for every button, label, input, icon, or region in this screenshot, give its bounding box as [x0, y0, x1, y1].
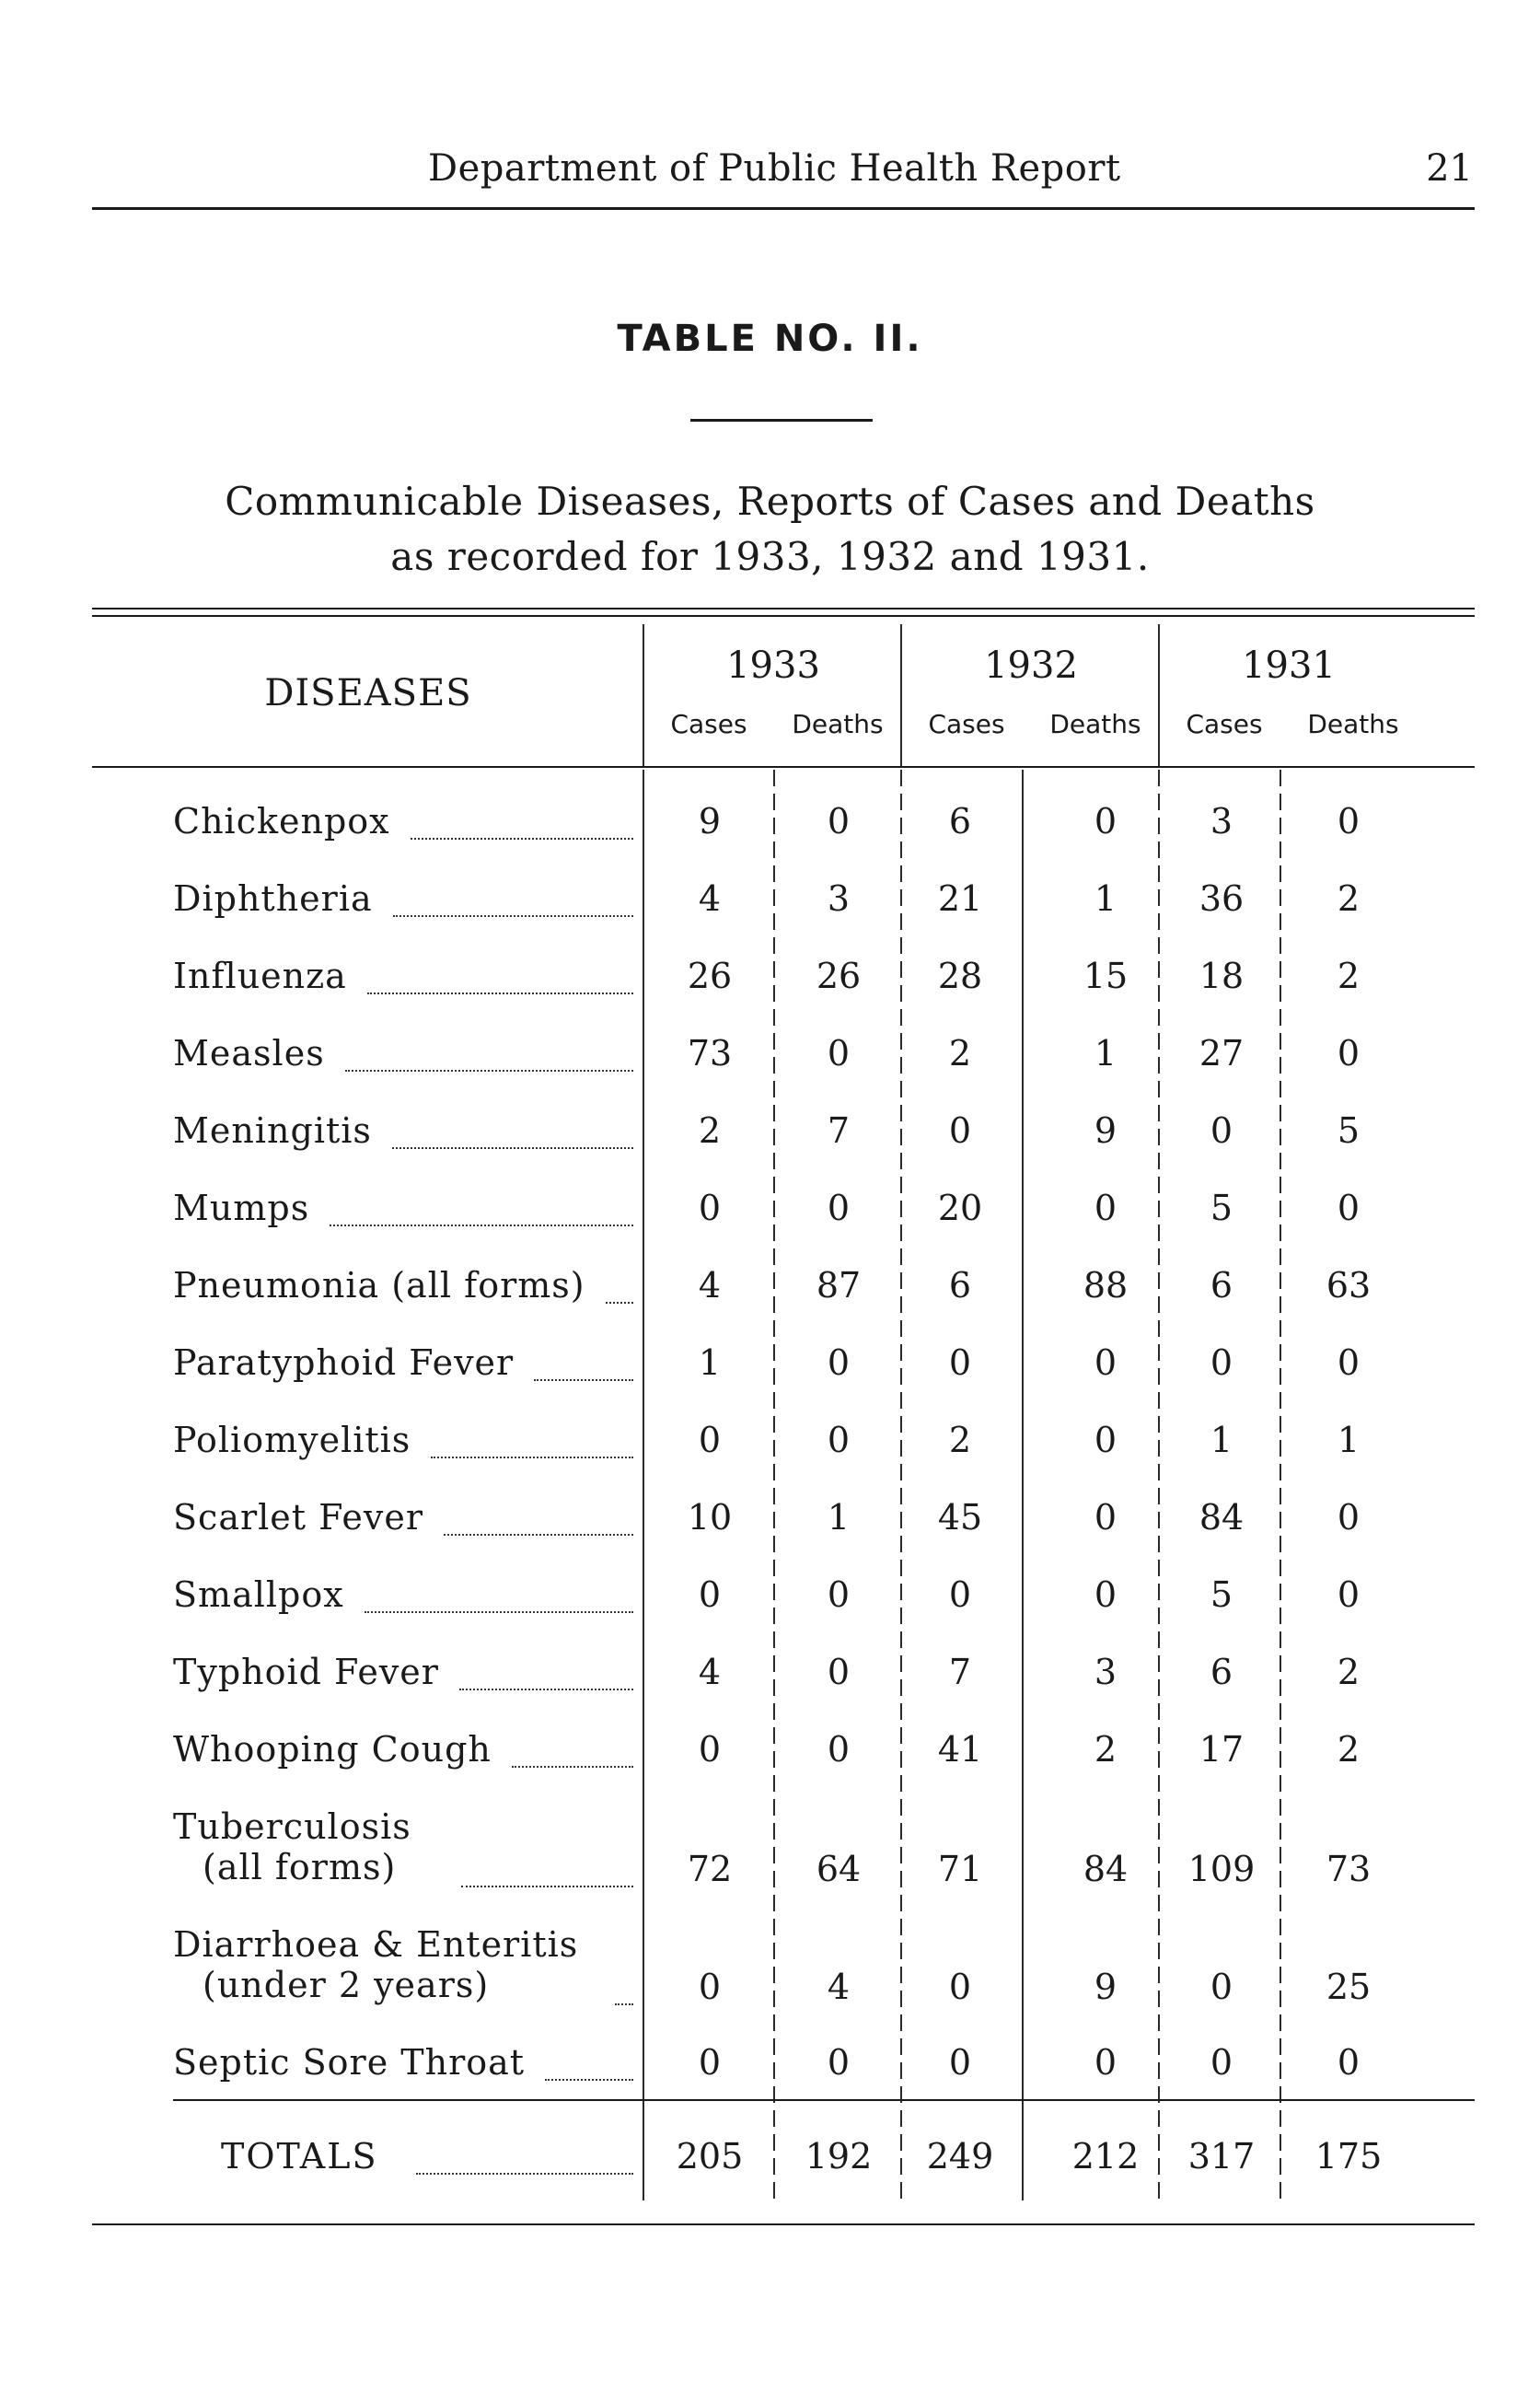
- deaths-header-1932: Deaths: [1049, 709, 1141, 739]
- cell-value: 0: [948, 1342, 972, 1383]
- table-row: [92, 1924, 1475, 2042]
- page-number: 21: [1426, 147, 1473, 190]
- cell-value: 0: [1210, 1967, 1233, 2007]
- cell-value: 4: [698, 1265, 722, 1306]
- cell-value: 1: [1337, 1420, 1361, 1460]
- cell-value: 71: [937, 1849, 983, 1889]
- cell-value: 1: [1210, 1420, 1233, 1460]
- cell-value: 0: [1094, 1188, 1117, 1228]
- cell-value: 3: [827, 878, 851, 919]
- cell-value: 7: [948, 1652, 972, 1692]
- cell-value: 0: [1094, 1420, 1117, 1460]
- disease-name: [173, 1574, 344, 1615]
- cell-value: 0: [948, 1574, 972, 1615]
- cell-value: 0: [1210, 1110, 1233, 1151]
- cell-value: 26: [816, 956, 862, 996]
- disease-name: [173, 1652, 439, 1692]
- cell-value: 2: [1337, 878, 1361, 919]
- disease-name-line: Paratyphoid Fever: [173, 1342, 515, 1383]
- cell-value: 1: [698, 1342, 722, 1383]
- table-row: [92, 1806, 1475, 1924]
- cell-value: 109: [1187, 1849, 1256, 1889]
- dot-leader: [393, 915, 633, 917]
- cell-value: 9: [1094, 1967, 1117, 2007]
- table-row: [92, 1265, 1475, 1342]
- cell-value: 0: [698, 1574, 722, 1615]
- cell-value: 0: [1337, 2042, 1361, 2083]
- disease-name-line: Influenza: [173, 956, 347, 996]
- dot-leader: [444, 1534, 633, 1536]
- header-divider: [900, 624, 902, 766]
- cell-value: 0: [827, 1420, 851, 1460]
- cell-value: 0: [1337, 1342, 1361, 1383]
- cell-value: 17: [1198, 1729, 1245, 1770]
- cell-value: 6: [1210, 1265, 1233, 1306]
- table-row: [92, 956, 1475, 1033]
- disease-name-line: Smallpox: [173, 1574, 344, 1615]
- cell-value: 63: [1326, 1265, 1372, 1306]
- dot-leader: [461, 1886, 633, 1887]
- header-divider: [643, 624, 644, 766]
- cell-value: 3: [1210, 801, 1233, 842]
- dot-leader: [330, 1225, 633, 1226]
- deaths-header-1933: Deaths: [792, 709, 884, 739]
- cell-value: 0: [948, 1110, 972, 1151]
- disease-name: [173, 1342, 514, 1383]
- dot-leader: [459, 1689, 633, 1690]
- cell-value: 1: [827, 1497, 851, 1538]
- cell-value: 0: [948, 2042, 972, 2083]
- diseases-header: DISEASES: [264, 672, 472, 714]
- disease-name-line: Scarlet Fever: [173, 1497, 424, 1538]
- cell-value: 84: [1198, 1497, 1245, 1538]
- disease-name: [173, 1110, 372, 1151]
- cell-value: 7: [827, 1110, 851, 1151]
- cell-value: 45: [937, 1497, 983, 1538]
- table-top-rule-2: [92, 615, 1475, 617]
- cell-value: 5: [1210, 1188, 1233, 1228]
- table-row: [92, 801, 1475, 878]
- cell-value: 10: [687, 1497, 733, 1538]
- cell-value: 0: [1337, 1188, 1361, 1228]
- running-title: Department of Public Health Report: [428, 147, 1121, 190]
- cell-value: 0: [698, 1967, 722, 2007]
- cell-value: 0: [1094, 801, 1117, 842]
- cell-value: 2: [1337, 1652, 1361, 1692]
- cell-value: 26: [687, 956, 733, 996]
- total-value: 175: [1314, 2136, 1383, 2177]
- header-rule: [92, 207, 1475, 210]
- cell-value: 1: [1094, 878, 1117, 919]
- cell-value: 84: [1083, 1849, 1129, 1889]
- cell-value: 0: [827, 1729, 851, 1770]
- cell-value: 2: [948, 1420, 972, 1460]
- disease-name: [173, 2042, 525, 2083]
- disease-name: [173, 1729, 492, 1770]
- cell-value: 0: [1094, 2042, 1117, 2083]
- cell-value: 3: [1094, 1652, 1117, 1692]
- dot-leader: [345, 1070, 633, 1072]
- dot-leader: [615, 2003, 633, 2005]
- disease-name: [173, 956, 347, 996]
- disease-name-line: Pneumonia (all forms): [173, 1265, 585, 1306]
- dot-leader: [411, 838, 633, 840]
- disease-name-line: Septic Sore Throat: [173, 2042, 526, 2083]
- cell-value: 27: [1198, 1033, 1245, 1074]
- cell-value: 2: [1337, 956, 1361, 996]
- dot-leader: [431, 1457, 633, 1458]
- dot-leader: [365, 1611, 633, 1613]
- cell-value: 6: [1210, 1652, 1233, 1692]
- disease-name-line: Chickenpox: [173, 801, 390, 842]
- dot-leader: [367, 993, 633, 994]
- cell-value: 2: [1094, 1729, 1117, 1770]
- table-top-rule-1: [92, 608, 1475, 609]
- year-header-1932: 1932: [984, 644, 1078, 687]
- cell-value: 64: [816, 1849, 862, 1889]
- header-bottom-rule: [92, 766, 1475, 768]
- cell-value: 5: [1210, 1574, 1233, 1615]
- table-bottom-rule: [92, 2223, 1475, 2225]
- header-divider: [1158, 624, 1160, 766]
- cell-value: 20: [937, 1188, 983, 1228]
- table-row: [92, 1497, 1475, 1574]
- dot-leader: [534, 1379, 633, 1381]
- cell-value: 5: [1337, 1110, 1361, 1151]
- disease-name: [173, 1188, 309, 1228]
- disease-name: [173, 801, 390, 842]
- table-caption: [0, 474, 1540, 585]
- disease-name: [173, 1924, 578, 2005]
- table-row: [92, 1188, 1475, 1265]
- cell-value: 36: [1198, 878, 1245, 919]
- cell-value: 73: [1326, 1849, 1372, 1889]
- disease-name: [173, 1265, 585, 1306]
- year-header-1931: 1931: [1242, 644, 1336, 687]
- table-row: [92, 1420, 1475, 1497]
- cell-value: 0: [948, 1967, 972, 2007]
- cases-header-1932: Cases: [928, 709, 1005, 739]
- caption-line-1: Communicable Diseases, Reports of Cases and Deaths: [225, 479, 1315, 524]
- year-header-1933: 1933: [726, 644, 820, 687]
- caption-line-2: as recorded for 1933, 1932 and 1931.: [390, 534, 1150, 579]
- disease-name: [173, 1420, 411, 1460]
- cell-value: 88: [1083, 1265, 1129, 1306]
- disease-name-line-2: (all forms): [203, 1847, 397, 1887]
- table-row: [92, 1652, 1475, 1729]
- cell-value: 0: [1094, 1497, 1117, 1538]
- cell-value: 0: [827, 801, 851, 842]
- table-row: [92, 1342, 1475, 1420]
- cell-value: 87: [816, 1265, 862, 1306]
- cell-value: 15: [1083, 956, 1129, 996]
- disease-name-line-2: (under 2 years): [203, 1965, 490, 2005]
- dot-leader: [392, 1147, 633, 1149]
- table-row: [92, 1729, 1475, 1806]
- table-row: [92, 1574, 1475, 1652]
- disease-name-line: Tuberculosis: [173, 1806, 411, 1847]
- cell-value: 4: [698, 1652, 722, 1692]
- disease-name: [173, 1497, 423, 1538]
- cell-value: 72: [687, 1849, 733, 1889]
- cell-value: 6: [948, 1265, 972, 1306]
- dot-leader: [512, 1766, 633, 1768]
- cell-value: 0: [1210, 2042, 1233, 2083]
- cell-value: 21: [937, 878, 983, 919]
- cell-value: 25: [1326, 1967, 1372, 2007]
- total-value: 192: [805, 2136, 873, 2177]
- disease-name-line: Measles: [173, 1033, 325, 1074]
- cell-value: 2: [698, 1110, 722, 1151]
- table-row: [92, 2042, 1475, 2119]
- cell-value: 0: [827, 1188, 851, 1228]
- cell-value: 2: [948, 1033, 972, 1074]
- cell-value: 0: [827, 1342, 851, 1383]
- cell-value: 0: [1094, 1574, 1117, 1615]
- title-divider: [690, 419, 873, 422]
- disease-table: [92, 608, 1475, 2237]
- cases-header-1931: Cases: [1186, 709, 1263, 739]
- dot-leader: [545, 2079, 633, 2081]
- table-number: TABLE NO. II.: [617, 318, 923, 360]
- table-row: [92, 1033, 1475, 1110]
- disease-name: [173, 1033, 325, 1074]
- running-header: [92, 147, 1473, 203]
- cell-value: 0: [1337, 1574, 1361, 1615]
- cell-value: 0: [698, 1420, 722, 1460]
- total-value: 249: [926, 2136, 994, 2177]
- table-row: [92, 1110, 1475, 1188]
- cell-value: 0: [1337, 1033, 1361, 1074]
- cell-value: 0: [1337, 1497, 1361, 1538]
- total-value: 205: [676, 2136, 744, 2177]
- totals-label: TOTALS: [221, 2136, 378, 2177]
- cell-value: 41: [937, 1729, 983, 1770]
- disease-name-line: Typhoid Fever: [173, 1652, 439, 1692]
- cell-value: 0: [1210, 1342, 1233, 1383]
- totals-row: [92, 2136, 1475, 2191]
- disease-name-line: Meningitis: [173, 1110, 372, 1151]
- cell-value: 0: [827, 1033, 851, 1074]
- cell-value: 0: [1094, 1342, 1117, 1383]
- disease-name-line: Diarrhoea & Enteritis: [173, 1924, 579, 1965]
- cell-value: 2: [1337, 1729, 1361, 1770]
- dot-leader: [416, 2173, 633, 2175]
- totals-rule: [633, 2099, 1475, 2101]
- deaths-header-1931: Deaths: [1307, 709, 1399, 739]
- dot-leader: [606, 1302, 633, 1304]
- table-row: [92, 878, 1475, 956]
- cell-value: 4: [827, 1967, 851, 2007]
- disease-name-line: Poliomyelitis: [173, 1420, 411, 1460]
- cell-value: 18: [1198, 956, 1245, 996]
- cell-value: 0: [1337, 801, 1361, 842]
- cell-value: 0: [698, 2042, 722, 2083]
- cell-value: 28: [937, 956, 983, 996]
- disease-name: [173, 1806, 411, 1887]
- disease-name-line: Mumps: [173, 1188, 310, 1228]
- total-value: 317: [1187, 2136, 1256, 2177]
- cell-value: 9: [698, 801, 722, 842]
- cell-value: 9: [1094, 1110, 1117, 1151]
- disease-name-line: Whooping Cough: [173, 1729, 492, 1770]
- cell-value: 6: [948, 801, 972, 842]
- cell-value: 73: [687, 1033, 733, 1074]
- totals-rule-left: [173, 2099, 633, 2101]
- disease-name: [173, 878, 373, 919]
- cell-value: 0: [827, 1574, 851, 1615]
- cell-value: 1: [1094, 1033, 1117, 1074]
- total-value: 212: [1071, 2136, 1140, 2177]
- cases-header-1933: Cases: [670, 709, 747, 739]
- cell-value: 0: [827, 2042, 851, 2083]
- disease-name-line: Diphtheria: [173, 878, 373, 919]
- cell-value: 0: [698, 1729, 722, 1770]
- cell-value: 4: [698, 878, 722, 919]
- cell-value: 0: [698, 1188, 722, 1228]
- cell-value: 0: [827, 1652, 851, 1692]
